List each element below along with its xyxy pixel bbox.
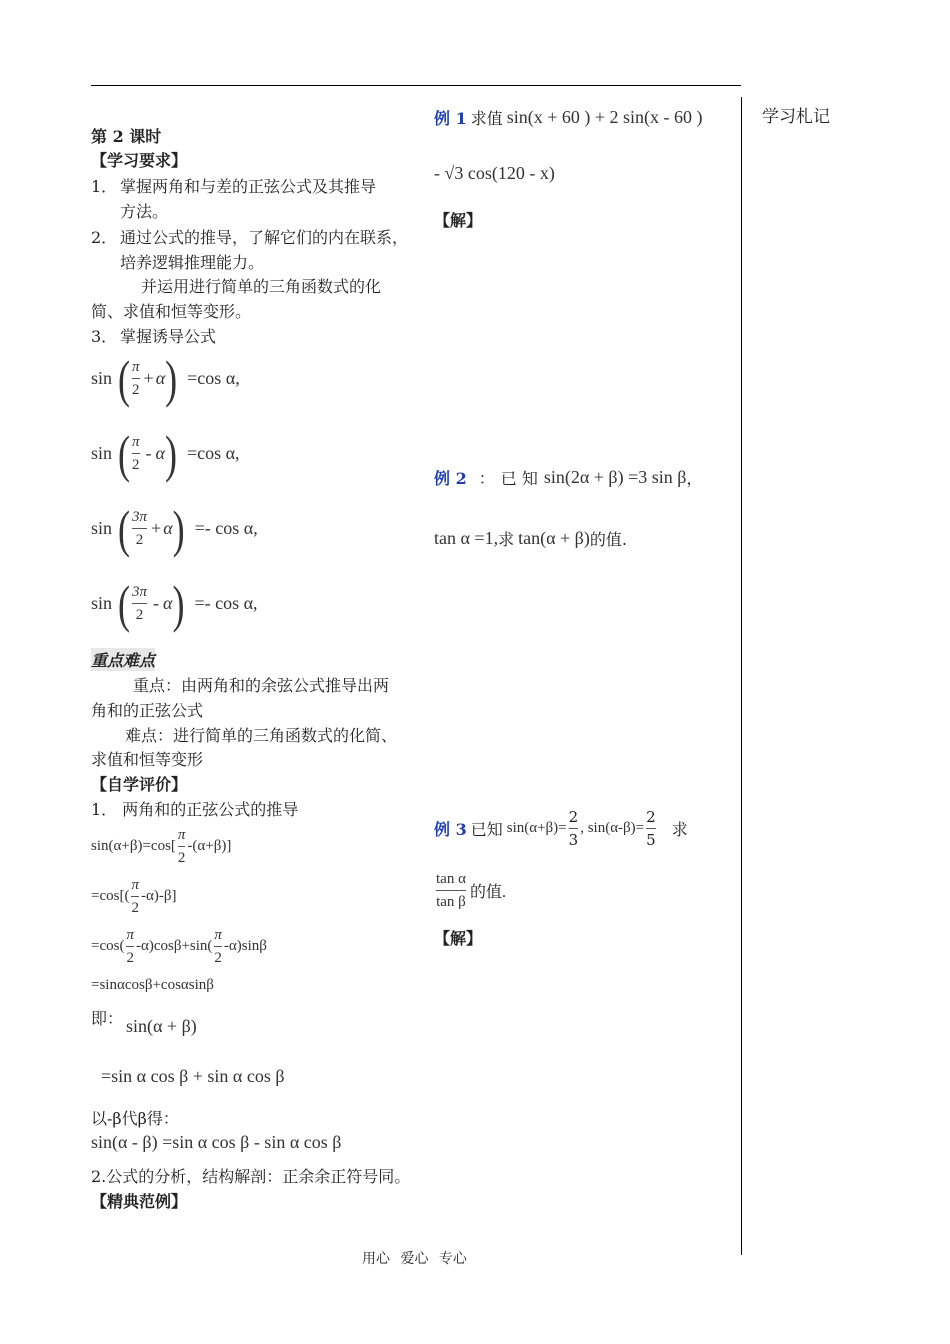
req-2-line1: 通过公式的推导，了解它们的内在联系， bbox=[120, 228, 409, 247]
example-2-line-2: tan α =1, 求 tan(α + β) 的值. bbox=[434, 528, 627, 549]
example-3-solution: 【解】 bbox=[434, 929, 483, 948]
req-1-line1: 掌握两角和与差的正弦公式及其推导 bbox=[120, 177, 377, 196]
notes-column-divider bbox=[741, 97, 742, 1255]
req-3-num: 3． bbox=[91, 327, 118, 346]
rhs: =cos α, bbox=[187, 368, 240, 388]
key-point-2a: 难点：进行简单的三角函数式的化简、 bbox=[125, 726, 398, 745]
fn-name: sin bbox=[91, 518, 113, 538]
req-2-num: 2． bbox=[91, 228, 118, 247]
page-footer: 用心 爱心 专心 bbox=[362, 1251, 467, 1267]
derivation-line-4: =sinαcosβ+cosαsinβ bbox=[91, 977, 214, 993]
example-1-solution: 【解】 bbox=[434, 211, 483, 230]
req-2-cont1: 并运用进行简单的三角函数式的化 bbox=[141, 277, 382, 296]
example-2-text: 已 知 bbox=[500, 469, 538, 488]
example-1-formula-1: sin(x + 60 ) + 2 sin(x - 60 ) bbox=[506, 107, 703, 127]
induction-formula-2: sin ( $\frac{\pi}{2}$ - α ) =cos α, bbox=[91, 424, 240, 483]
fraction: $\frac{3\pi}{2}$ bbox=[132, 509, 148, 548]
self-eval-item-1: 1． 两角和的正弦公式的推导 bbox=[91, 800, 299, 819]
ji-label: 即： bbox=[91, 1009, 124, 1028]
induction-formula-1: sin ( $\frac{\pi}{2}$ + α ) =cos α, bbox=[91, 349, 240, 408]
fn-name: sin bbox=[91, 443, 113, 463]
example-3-text: 已知 bbox=[470, 820, 503, 839]
lesson-title: 第 2 课时 bbox=[91, 127, 162, 146]
requirements-heading: 【学习要求】 bbox=[91, 151, 188, 170]
header-rule bbox=[91, 85, 741, 86]
induction-formula-4: sin ( $\frac{3\pi}{2}$ - α ) =- cos α, bbox=[91, 574, 258, 633]
example-1 bbox=[434, 106, 703, 129]
req-1-line2: 方法。 bbox=[120, 202, 169, 221]
key-point-2b: 求值和恒等变形 bbox=[91, 750, 204, 769]
rhs: =cos α, bbox=[186, 443, 240, 463]
rhs: =- cos α, bbox=[194, 593, 258, 613]
side-note-title: 学习札记 bbox=[762, 107, 830, 127]
replace-text: 以-β代β得： bbox=[91, 1109, 179, 1128]
fn-name: sin bbox=[91, 368, 113, 388]
example-1-formula-2: - √3 cos(120 - x) bbox=[434, 163, 555, 183]
fraction: $\frac{3\pi}{2}$ bbox=[132, 584, 148, 623]
example-2-label: 例 2 bbox=[434, 469, 467, 488]
derivation-line-2: =cos[( $\frac{\pi}{2}$ -α)-β] bbox=[91, 877, 177, 916]
induction-formula-3: sin ( $\frac{3\pi}{2}$ + α ) =- cos α, bbox=[91, 499, 258, 558]
req-1-num: 1． bbox=[91, 177, 118, 196]
fn-name: sin bbox=[91, 593, 113, 613]
analysis-text: 2.公式的分析，结构解剖：正余余正符号同。 bbox=[91, 1167, 411, 1186]
key-points-heading: 重点难点 bbox=[91, 648, 155, 671]
self-eval-heading: 【自学评价】 bbox=[91, 775, 188, 794]
fraction: $\frac{\pi}{2}$ bbox=[132, 434, 140, 473]
req-2-cont2: 简、求值和恒等变形。 bbox=[91, 302, 252, 321]
req-3-text: 掌握诱导公式 bbox=[120, 327, 217, 346]
ji-result: =sin α cos β + sin α cos β bbox=[101, 1066, 285, 1086]
minus-formula: sin(α - β) =sin α cos β - sin α cos β bbox=[91, 1132, 342, 1152]
example-3: 例 3 已知 sin(α+β)= $\frac{2}{3}$ , sin(α-β)= $\frac{2}{5}$ 求 bbox=[434, 808, 688, 849]
ji-formula: sin(α + β) bbox=[126, 1016, 197, 1036]
rhs: =- cos α, bbox=[194, 518, 258, 538]
example-2-formula-1: sin(2α + β) =3 sin β bbox=[543, 467, 687, 487]
key-point-1a: 重点：由两角和的余弦公式推导出两 bbox=[133, 676, 390, 695]
example-2-formula-3: tan(α + β) bbox=[518, 528, 590, 548]
example-1-label: 例 1 bbox=[434, 109, 467, 128]
example-3-line-2: $\frac{\text{tan α}}{\text{tan β}}$ 的值. bbox=[436, 871, 506, 910]
derivation-line-1: sin(α+β)=cos[ $\frac{\pi}{2}$ -(α+β)] bbox=[91, 827, 232, 866]
derivation-line-3: =cos( $\frac{\pi}{2}$ -α)cosβ+sin( $\frac{\pi}{2}$ -α)sinβ bbox=[91, 927, 267, 966]
examples-heading: 【精典范例】 bbox=[91, 1192, 188, 1211]
example-2-formula-2: tan α =1, bbox=[434, 528, 499, 548]
example-2: 例 2 ： 已 知 sin(2α + β) =3 sin β ， bbox=[434, 467, 703, 488]
example-1-text: 求值 bbox=[470, 109, 503, 128]
key-point-1b: 角和的正弦公式 bbox=[91, 701, 204, 720]
example-3-label: 例 3 bbox=[434, 820, 467, 839]
fraction: $\frac{\pi}{2}$ bbox=[132, 359, 140, 398]
req-2-line2: 培养逻辑推理能力。 bbox=[120, 253, 265, 272]
